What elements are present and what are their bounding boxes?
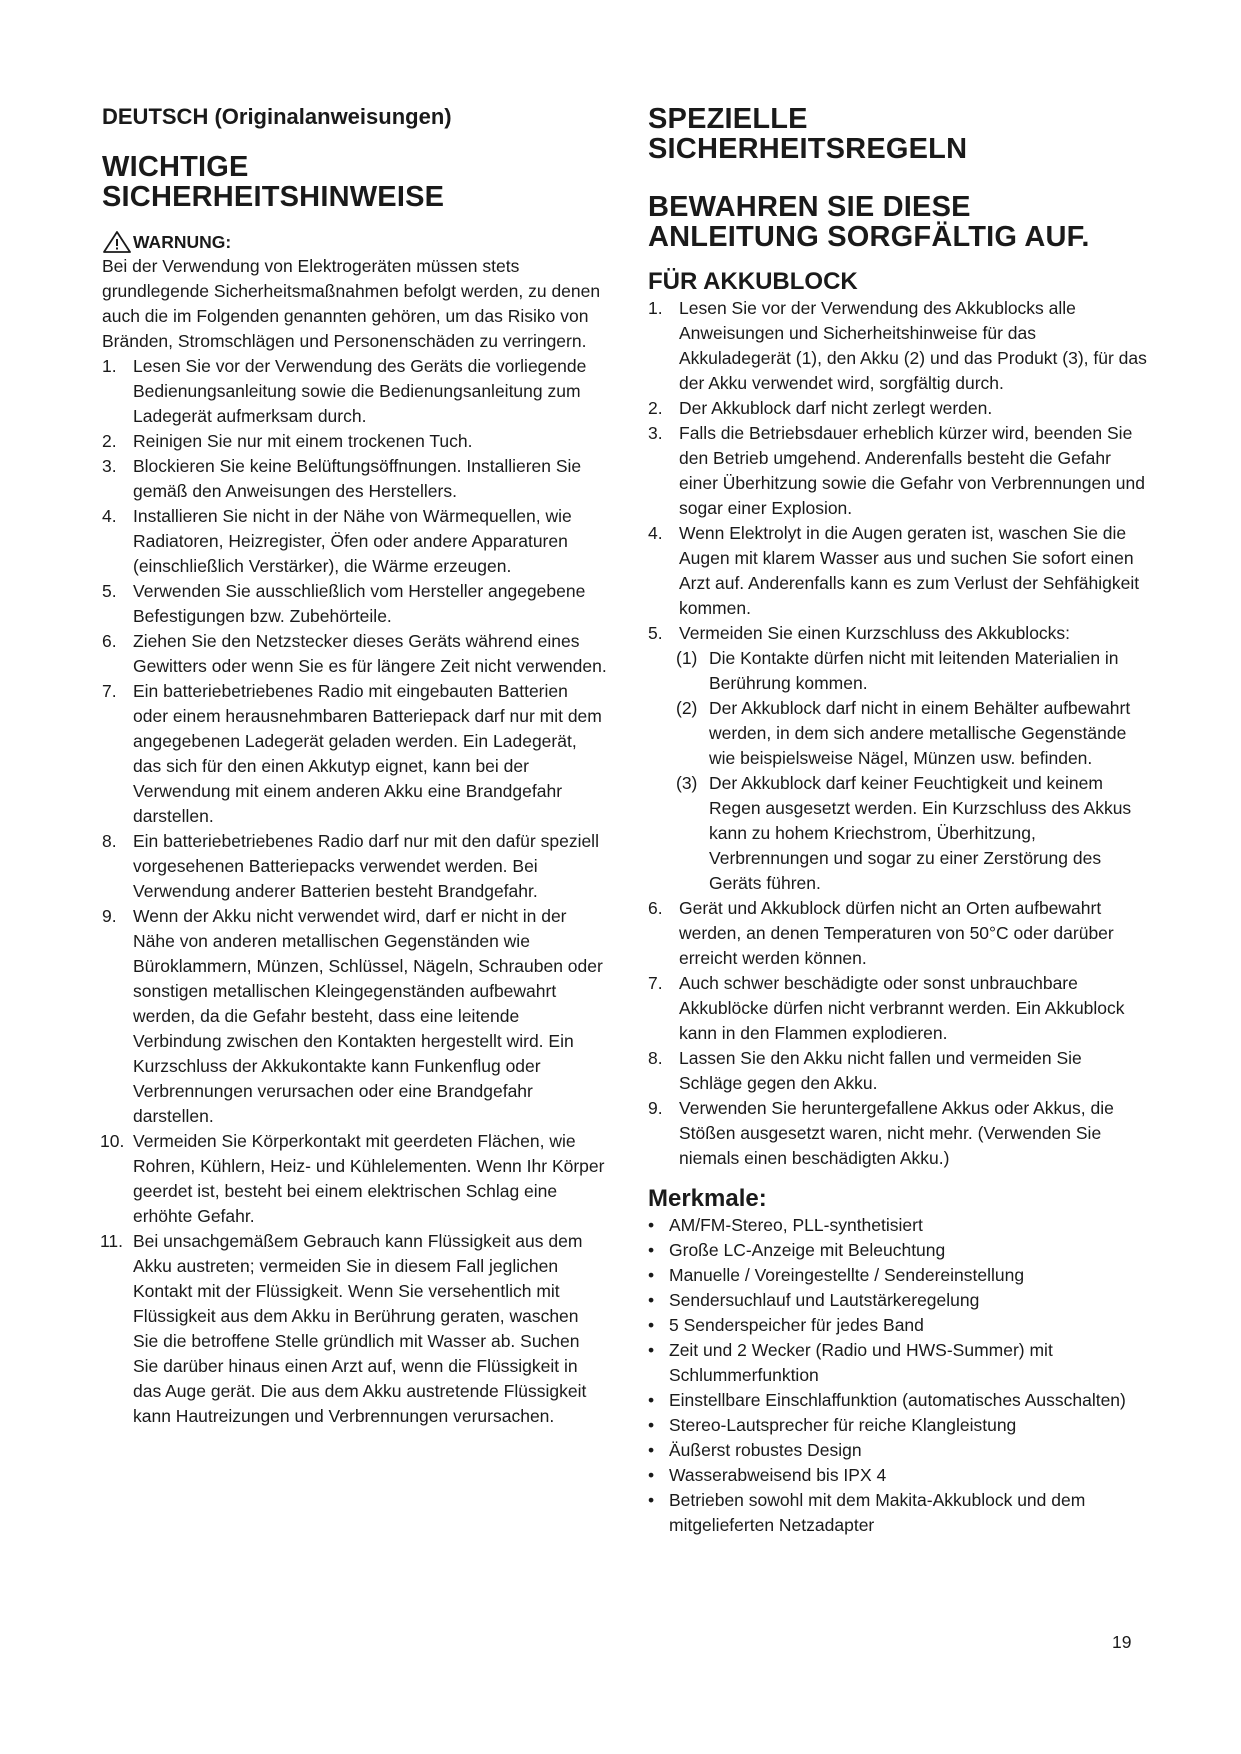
list-item	[102, 579, 607, 629]
sub-item-number: (3)	[676, 773, 698, 793]
item-number: 5.	[648, 623, 663, 643]
item-number: 11.	[100, 1231, 124, 1252]
sub-item	[648, 771, 1148, 896]
list-item	[102, 904, 607, 1129]
list-item	[648, 296, 1148, 396]
list-item	[102, 354, 607, 429]
sub-item-text: Die Kontakte dürfen nicht mit leitenden Materialien in Berührung kommen.	[709, 648, 1119, 693]
item-number: 9.	[102, 906, 117, 927]
list-item	[102, 829, 607, 904]
item-number: 5.	[102, 581, 117, 602]
item-text: Blockieren Sie keine Belüftungsöffnungen. Installieren Sie gemäß den Anweisungen des Herstellers.	[133, 456, 582, 502]
warning-triangle-icon	[102, 230, 132, 254]
item-number: 1.	[648, 298, 663, 318]
item-text: Gerät und Akkublock dürfen nicht an Orten aufbewahrt werden, an denen Temperaturen von 50°C oder darüber erreicht werden können.	[679, 898, 1114, 968]
item-number: 9.	[648, 1098, 663, 1118]
list-item	[648, 421, 1148, 521]
item-number: 7.	[102, 681, 117, 702]
special-rules-title-line1: SPEZIELLE	[648, 103, 808, 135]
feature-item: • Äußerst robustes Design	[648, 1438, 1148, 1463]
list-item	[102, 1229, 607, 1429]
list-item	[648, 1096, 1148, 1171]
feature-item: • Stereo-Lautsprecher für reiche Klangleistung	[648, 1413, 1148, 1438]
list-item	[648, 971, 1148, 1046]
sub-item-number: (2)	[676, 698, 698, 718]
list-item	[648, 896, 1148, 971]
item-text: Falls die Betriebsdauer erheblich kürzer wird, beenden Sie den Betrieb umgehend. Anderenfalls besteht die Gefahr einer Überhitzung sowie die Gefahr von Verbrennungen und sogar einer Explosion.	[679, 423, 1146, 518]
safety-title-line1: WICHTIGE	[102, 151, 249, 184]
feature-item: • 5 Senderspeicher für jedes Band	[648, 1313, 1148, 1338]
item-text: Vermeiden Sie einen Kurzschluss des Akkublocks:	[679, 623, 1071, 643]
special-rules-title-line2: SICHERHEITSREGELN	[648, 133, 968, 165]
right-column	[648, 104, 1148, 1538]
item-number: 3.	[648, 423, 663, 443]
page-number: 19	[1112, 1632, 1132, 1652]
language-heading: DEUTSCH (Originalanweisungen)	[102, 104, 452, 129]
item-number: 6.	[648, 898, 663, 918]
item-number: 4.	[102, 506, 117, 527]
list-item	[102, 504, 607, 579]
item-text: Verwenden Sie heruntergefallene Akkus oder Akkus, die Stößen ausgesetzt waren, nicht mehr. (Verwenden Sie niemals einen beschädigten Akku.)	[679, 1098, 1114, 1168]
sub-item-text: Der Akkublock darf nicht in einem Behälter aufbewahrt werden, in dem sich andere metallische Gegenstände wie beispielsweise Nägel, Münzen usw. befinden.	[709, 698, 1131, 768]
item-number: 10.	[100, 1131, 125, 1152]
list-item	[102, 454, 607, 504]
item-number: 4.	[648, 523, 663, 543]
item-text: Wenn der Akku nicht verwendet wird, darf er nicht in der Nähe von anderen metallischen Gegenständen wie Büroklammern, Münzen, Schlüssel, Nägeln, Schrauben oder sonstigen metallischen Kleingegenständen aufbewahrt werden, da die Gefahr besteht, dass eine leitende Verbindung zwischen den Kontakten hergestellt wird. Ein Kurzschluss der Akkukontakte kann Funkenflug oder Verbrennungen verursachen oder eine Brandgefahr darstellen.	[133, 906, 603, 1127]
keep-instructions-line2: ANLEITUNG SORGFÄLTIG AUF.	[648, 221, 1090, 253]
features-heading: Merkmale:	[648, 1185, 767, 1212]
feature-item: • Zeit und 2 Wecker (Radio und HWS-Summer) mit Schlummerfunktion	[648, 1338, 1148, 1388]
item-number: 8.	[648, 1048, 663, 1068]
item-text: Ein batteriebetriebenes Radio mit eingebauten Batterien oder einem herausnehmbaren Batteriepack darf nur mit dem angegebenen Ladegerät geladen werden. Ein Ladegerät, das sich für den einen Akkutyp eignet, kann bei der Verwendung mit einem anderen Akku eine Brandgefahr darstellen.	[133, 681, 602, 827]
item-text: Lesen Sie vor der Verwendung des Akkublocks alle Anweisungen und Sicherheitshinweise für das Akkuladegerät (1), den Akku (2) und das Produkt (3), für das der Akku verwendet wird, sorgfältig durch.	[679, 298, 1147, 393]
item-number: 7.	[648, 973, 663, 993]
item-text: Lesen Sie vor der Verwendung des Geräts die vorliegende Bedienungsanleitung sowie die Bedienungsanleitung zum Ladegerät aufmerksam durch.	[133, 356, 587, 427]
sub-item-number: (1)	[676, 648, 698, 668]
item-text: Ein batteriebetriebenes Radio darf nur mit den dafür speziell vorgesehenen Batteriepacks verwendet werden. Bei Verwendung anderer Batterien besteht Brandgefahr.	[133, 831, 599, 902]
item-number: 1.	[102, 356, 117, 377]
item-text: Vermeiden Sie Körperkontakt mit geerdeten Flächen, wie Rohren, Kühlern, Heiz- und Kühlelementen. Wenn Ihr Körper geerdet ist, besteht bei einem elektrischen Schlag eine erhöhte Gefahr.	[133, 1131, 605, 1227]
warning-heading	[102, 230, 607, 254]
item-number: 6.	[102, 631, 117, 652]
battery-section-heading: FÜR AKKUBLOCK	[648, 268, 858, 295]
list-item	[648, 1046, 1148, 1096]
sub-item	[648, 696, 1148, 771]
item-number: 2.	[648, 398, 663, 418]
item-text: Reinigen Sie nur mit einem trockenen Tuch.	[133, 431, 473, 452]
feature-item: • Manuelle / Voreingestellte / Sendereinstellung	[648, 1263, 1148, 1288]
feature-item: • Große LC-Anzeige mit Beleuchtung	[648, 1238, 1148, 1263]
list-item	[102, 429, 607, 454]
item-number: 8.	[102, 831, 117, 852]
list-item	[648, 521, 1148, 621]
features-list	[648, 1213, 1148, 1538]
keep-instructions-line1: BEWAHREN SIE DIESE	[648, 191, 971, 223]
feature-item: • Betrieben sowohl mit dem Makita-Akkublock und dem mitgelieferten Netzadapter	[648, 1488, 1148, 1538]
item-number: 2.	[102, 431, 117, 452]
item-number: 3.	[102, 456, 117, 477]
list-item	[648, 621, 1148, 646]
list-item	[102, 1129, 607, 1229]
list-item	[102, 679, 607, 829]
item-text: Lassen Sie den Akku nicht fallen und vermeiden Sie Schläge gegen den Akku.	[679, 1048, 1082, 1093]
item-text: Installieren Sie nicht in der Nähe von Wärmequellen, wie Radiatoren, Heizregister, Öfen oder andere Apparaturen (einschließlich Verstärker), die Wärme erzeugen.	[133, 506, 572, 577]
feature-item: • Wasserabweisend bis IPX 4	[648, 1463, 1148, 1488]
list-item	[648, 396, 1148, 421]
feature-item: • Einstellbare Einschlaffunktion (automatisches Ausschalten)	[648, 1388, 1148, 1413]
item-text: Der Akkublock darf nicht zerlegt werden.	[679, 398, 993, 418]
left-column	[102, 104, 607, 1429]
keep-instructions-title	[648, 192, 1148, 252]
item-text: Bei unsachgemäßem Gebrauch kann Flüssigkeit aus dem Akku austreten; vermeiden Sie in diesem Fall jeglichen Kontakt mit der Flüssigkeit. Wenn Sie versehentlich mit Flüssigkeit aus dem Akku in Berührung geraten, waschen Sie die betroffene Stelle gründlich mit Wasser ab. Suchen Sie darüber hinaus einen Arzt auf, wenn die Flüssigkeit in das Auge gerät. Die aus dem Akku austretende Flüssigkeit kann Hautreizungen und Verbrennungen verursachen.	[133, 1231, 587, 1427]
list-item	[102, 629, 607, 679]
sub-item-text: Der Akkublock darf keiner Feuchtigkeit und keinem Regen ausgesetzt werden. Ein Kurzschluss des Akkus kann zu hohem Kriechstrom, Überhitzung, Verbrennungen und sogar zu einer Zerstörung des Geräts führen.	[709, 773, 1132, 893]
feature-item: • AM/FM-Stereo, PLL-synthetisiert	[648, 1213, 1148, 1238]
feature-item: • Sendersuchlauf und Lautstärkeregelung	[648, 1288, 1148, 1313]
safety-title-line2: SICHERHEITSHINWEISE	[102, 181, 445, 214]
item-text: Verwenden Sie ausschließlich vom Hersteller angegebene Befestigungen bzw. Zubehörteile.	[133, 581, 586, 627]
item-text: Wenn Elektrolyt in die Augen geraten ist, waschen Sie die Augen mit klarem Wasser aus und suchen Sie sofort einen Arzt auf. Anderenfalls kann es zum Verlust der Sehfähigkeit kommen.	[679, 523, 1140, 618]
safety-list	[102, 354, 607, 1429]
special-rules-title	[648, 104, 1148, 164]
safety-title	[102, 152, 607, 212]
short-circuit-sublist	[648, 646, 1148, 896]
battery-rules-list	[648, 296, 1148, 1171]
item-text: Auch schwer beschädigte oder sonst unbrauchbare Akkublöcke dürfen nicht verbrannt werden. Ein Akkublock kann in den Flammen explodieren.	[679, 973, 1125, 1043]
warning-label: WARNUNG:	[133, 232, 232, 253]
sub-item	[648, 646, 1148, 696]
item-text: Ziehen Sie den Netzstecker dieses Geräts während eines Gewitters oder wenn Sie es für längere Zeit nicht verwenden.	[133, 631, 607, 677]
warning-text: Bei der Verwendung von Elektrogeräten müssen stets grundlegende Sicherheitsmaßnahmen befolgt werden, zu denen auch die im Folgenden genannten gehören, um das Risiko von Bränden, Stromschlägen und Personenschäden zu verringern.	[102, 256, 601, 352]
